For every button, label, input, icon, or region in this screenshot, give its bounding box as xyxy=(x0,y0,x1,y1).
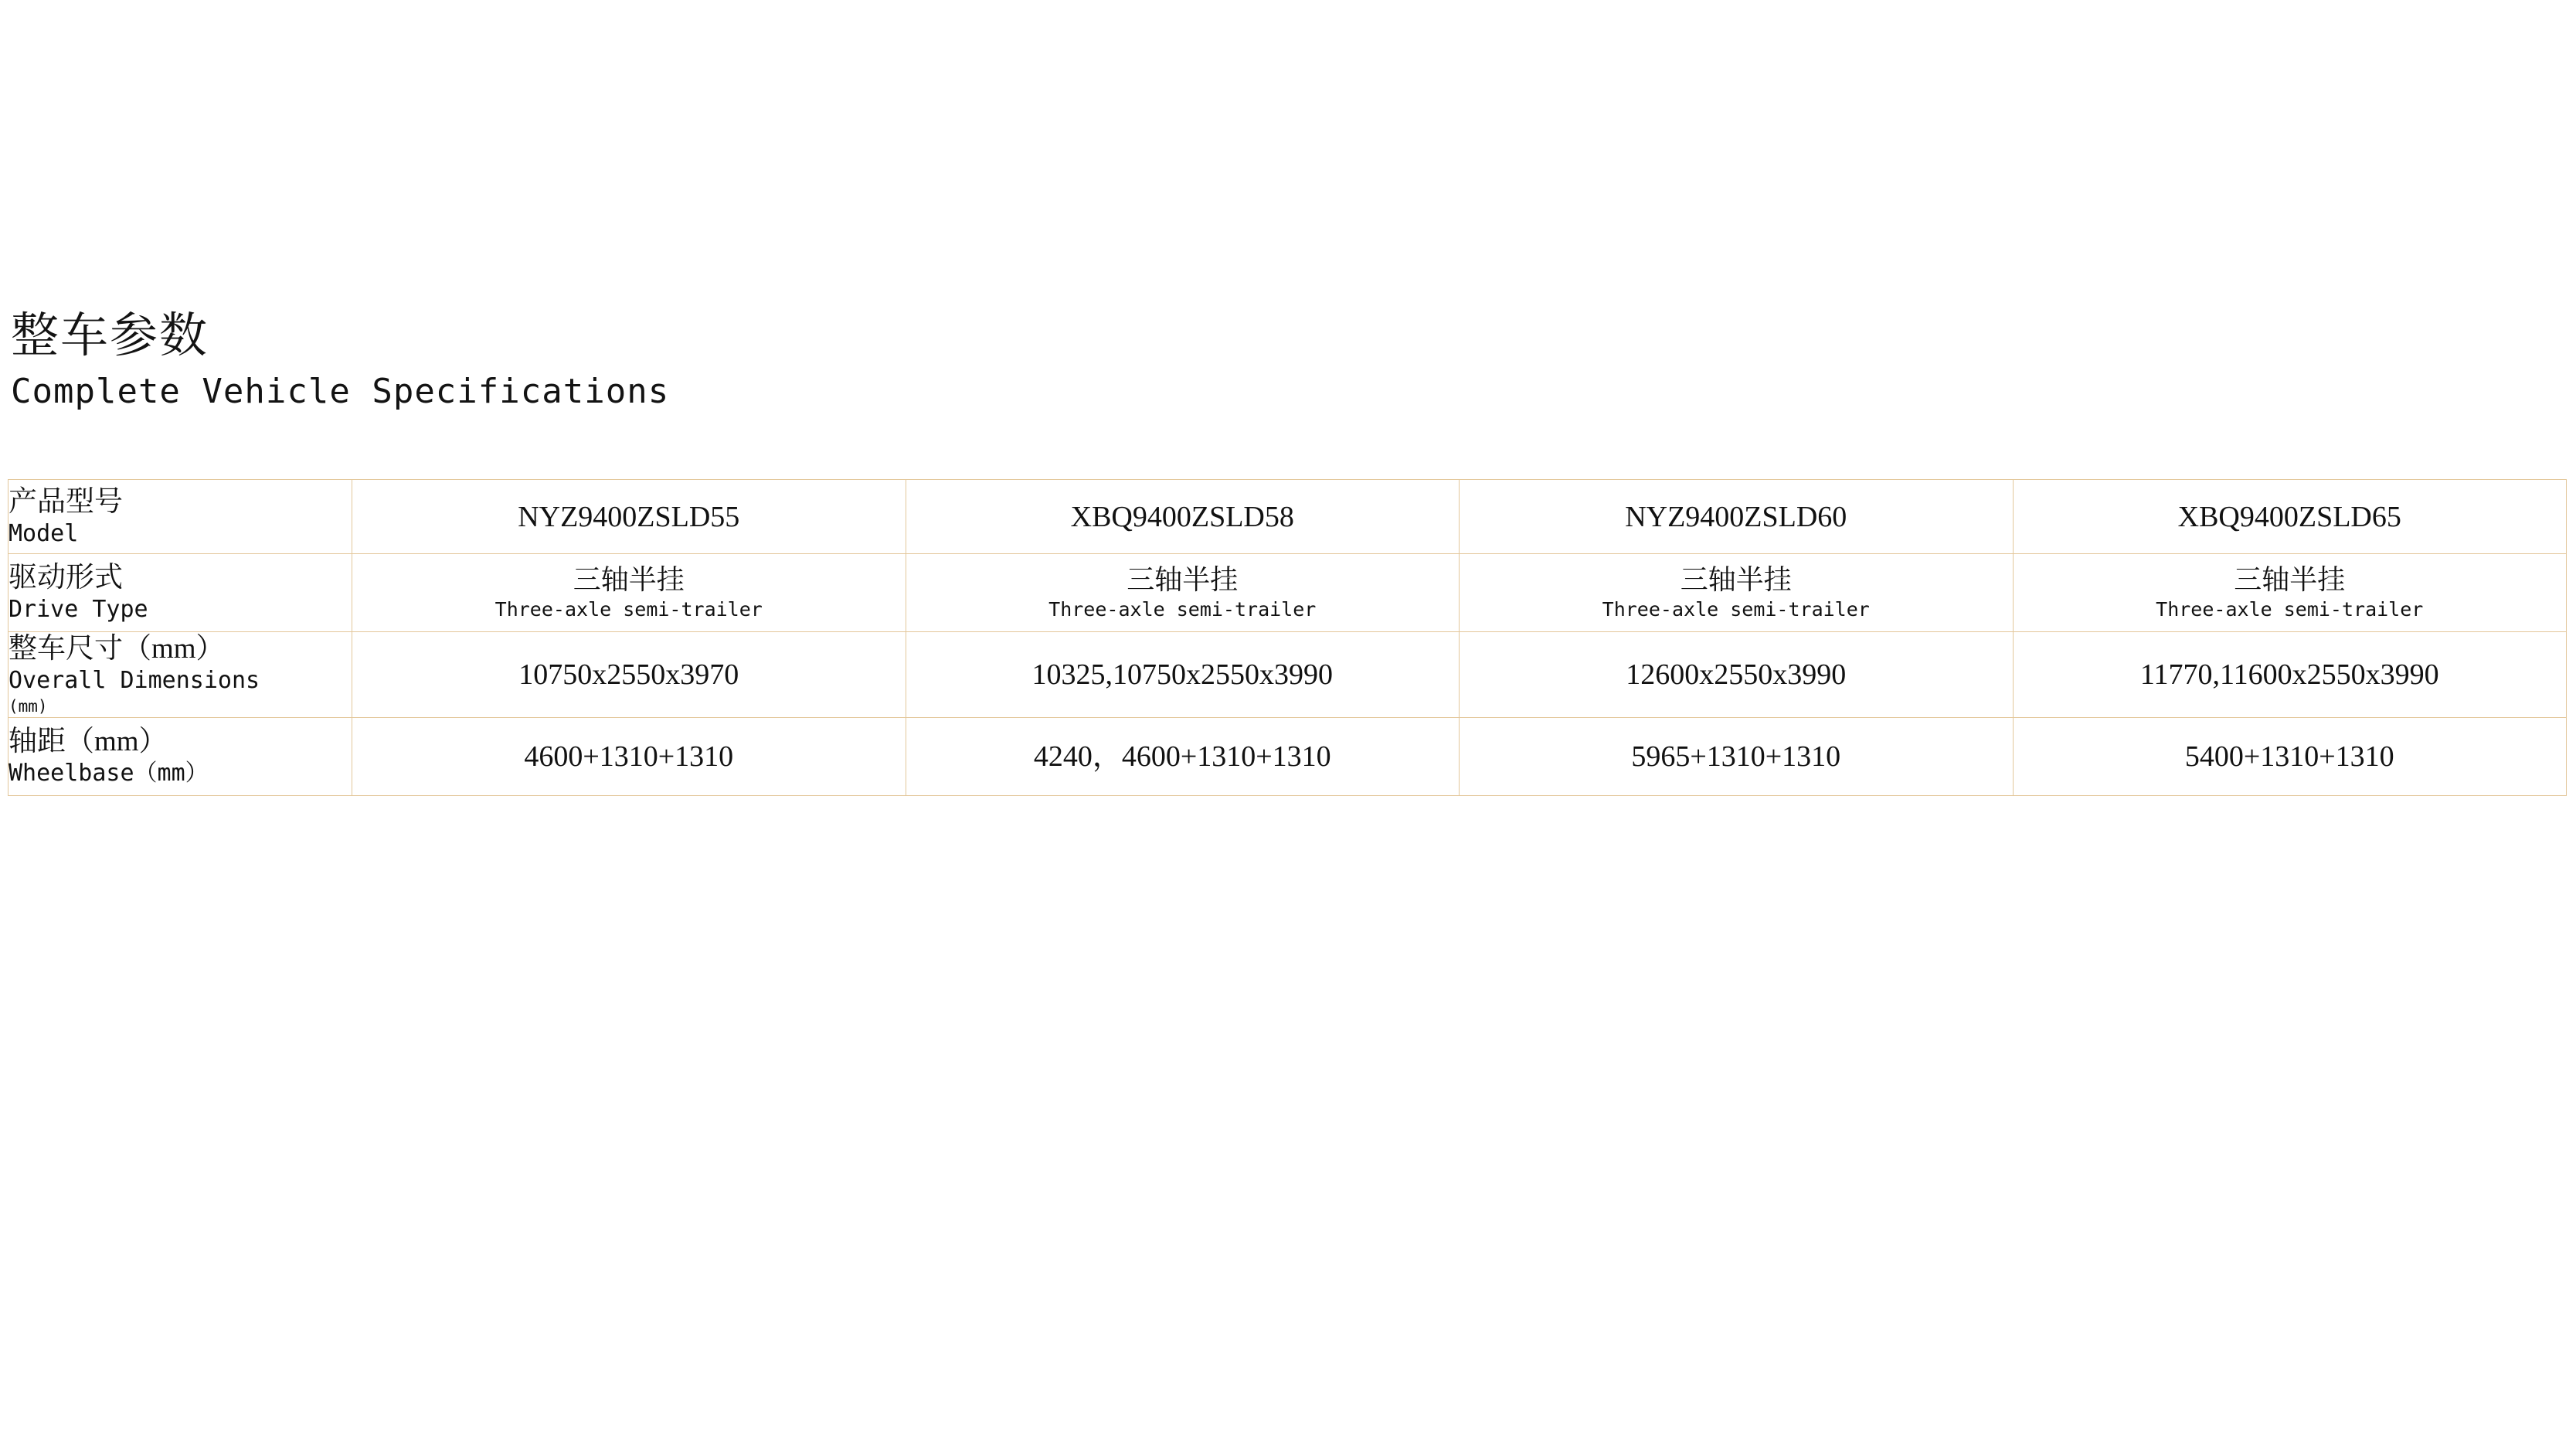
cell-value-en: Three-axle semi-trailer xyxy=(494,598,763,621)
row-label-en: Overall Dimensions xyxy=(8,667,260,694)
cell-value-en: Three-axle semi-trailer xyxy=(1048,598,1317,621)
cell-value-cn: 三轴半挂 xyxy=(573,564,685,595)
cell-value: NYZ9400ZSLD60 xyxy=(1625,500,1847,533)
page-title-cn: 整车参数 xyxy=(11,310,209,362)
cell-value-cn: 三轴半挂 xyxy=(2234,564,2346,595)
row-label-model xyxy=(8,480,352,554)
row-label-en-sub: (mm) xyxy=(8,697,48,716)
cell-drive-1 xyxy=(352,554,906,632)
row-label-en: Wheelbase（mm） xyxy=(8,760,209,787)
table-row xyxy=(8,632,2567,718)
table-row xyxy=(8,554,2567,632)
cell-drive-3 xyxy=(1460,554,2014,632)
cell-model-2 xyxy=(906,480,1460,554)
cell-drive-2 xyxy=(906,554,1460,632)
cell-model-1 xyxy=(352,480,906,554)
cell-value-en: Three-axle semi-trailer xyxy=(2156,598,2424,621)
row-label-drive-type xyxy=(8,554,352,632)
cell-value: 4240，4600+1310+1310 xyxy=(1033,740,1331,773)
cell-value: 4600+1310+1310 xyxy=(524,740,734,773)
cell-wheelbase-1 xyxy=(352,718,906,796)
cell-model-4 xyxy=(2013,480,2567,554)
cell-dims-4 xyxy=(2013,632,2567,718)
cell-value-cn: 三轴半挂 xyxy=(1127,564,1239,595)
cell-value: 12600x2550x3990 xyxy=(1626,658,1847,691)
row-label-en: Drive Type xyxy=(8,596,148,623)
cell-value: NYZ9400ZSLD55 xyxy=(518,500,740,533)
cell-dims-1 xyxy=(352,632,906,718)
cell-value: XBQ9400ZSLD65 xyxy=(2177,500,2401,533)
cell-value-cn: 三轴半挂 xyxy=(1680,564,1792,595)
cell-value-en: Three-axle semi-trailer xyxy=(1602,598,1870,621)
cell-value: 5965+1310+1310 xyxy=(1631,740,1841,773)
cell-value: 10325,10750x2550x3990 xyxy=(1031,658,1333,691)
cell-wheelbase-3 xyxy=(1460,718,2014,796)
row-label-wheelbase xyxy=(8,718,352,796)
table-row xyxy=(8,718,2567,796)
cell-value: 5400+1310+1310 xyxy=(2184,740,2394,773)
row-label-cn: 整车尺寸（mm） xyxy=(8,633,225,665)
page-title xyxy=(11,308,1247,414)
cell-value: 10750x2550x3970 xyxy=(518,658,739,691)
cell-model-3 xyxy=(1460,480,2014,554)
row-label-cn: 轴距（mm） xyxy=(8,726,168,757)
cell-dims-2 xyxy=(906,632,1460,718)
cell-wheelbase-4 xyxy=(2013,718,2567,796)
cell-value: XBQ9400ZSLD58 xyxy=(1070,500,1294,533)
specifications-table xyxy=(8,479,2567,796)
row-label-cn: 产品型号 xyxy=(8,485,123,518)
cell-value: 11770,11600x2550x3990 xyxy=(2139,658,2439,691)
cell-dims-3 xyxy=(1460,632,2014,718)
table-row xyxy=(8,480,2567,554)
page-title-en: Complete Vehicle Specifications xyxy=(11,372,670,411)
row-label-overall-dimensions xyxy=(8,632,352,718)
cell-drive-4 xyxy=(2013,554,2567,632)
row-label-en: Model xyxy=(8,519,79,547)
row-label-cn: 驱动形式 xyxy=(8,562,123,594)
cell-wheelbase-2 xyxy=(906,718,1460,796)
